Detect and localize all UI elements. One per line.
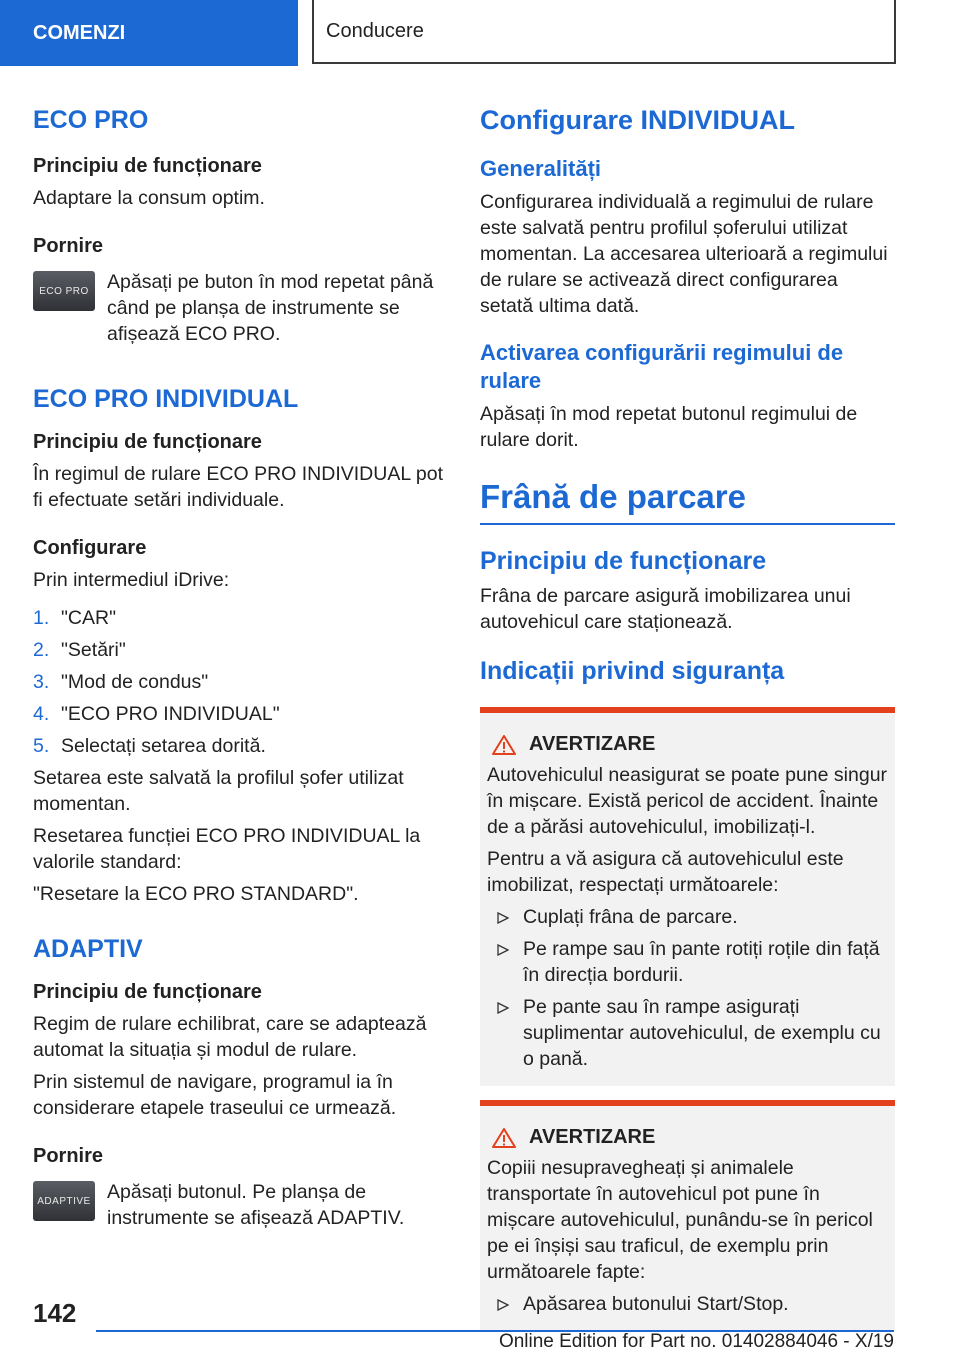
activare-heading: Activarea configurării regimului de rulare [480,340,844,393]
adaptiv-start-heading: Pornire [33,1145,104,1167]
list-item [33,637,445,663]
config-after-3: "Resetare la ECO PRO STANDARD". [33,883,359,905]
list-item [33,669,445,695]
warning-1-title: AVERTIZARE [529,733,656,755]
eco-pro-principle-heading: Principiu de funcționare [33,155,262,177]
list-item [33,733,445,759]
page-number: 142 [33,1298,77,1328]
list-item-number: 3. [33,671,50,693]
list-item [33,605,445,631]
list-item-text: Cuplați frâna de parcare. [523,906,738,928]
list-item [33,701,445,727]
activare-text: Apăsați în mod repetat butonul regimului de rulare dorit. [480,403,858,451]
list-item-text: Pe rampe sau în pante rotiți roțile din față în direcția bordurii. [523,938,880,986]
warning-1-text-1: Autovehiculul neasigurat se poate pune singur în mișcare. Există pericol de accident. Înainte de a părăsi autovehiculul, imobilizați-l. [487,764,888,838]
list-item [487,904,889,930]
eco-pro-individual-principle-heading: Principiu de funcționare [33,431,262,453]
list-item-text: "Mod de condus" [61,671,209,693]
section-tab[interactable]: COMENZI [0,0,298,66]
generalitati-text: Configurarea individuală a regimului de rulare este salvată pentru profilul șoferului utilizat momentan. La accesarea ulterioară a regimului de rulare se activează direct configurarea setată ultima dată. [480,191,888,317]
page-header [0,0,960,66]
list-item-text: Apăsarea butonului Start/Stop. [523,1293,789,1315]
adaptive-button-icon: ADAPTIVE [33,1181,95,1221]
warning-1-list [487,904,889,1072]
adaptiv-principle-text-2: Prin sistemul de navigare, programul ia în considerare etapele traseului ce urmează. [33,1071,397,1119]
frana-de-parcare-heading: Frână de parcare [480,477,895,525]
bullet-triangle-icon [497,1299,509,1311]
warning-2-text-1: Copiii nesupravegheați și animalele transportate în autovehicul pot pune în mișcare autovehiculul, punându-se în pericol pe ei înșiși sau traficul, de exemplu prin următoarele fapte: [487,1157,873,1283]
eco-pro-principle-text: Adaptare la consum optim. [33,187,265,209]
list-item-number: 5. [33,735,50,757]
eco-pro-start-row [33,269,445,347]
list-item [487,994,889,1072]
adaptiv-start-row [33,1179,445,1231]
eco-pro-individual-principle-text: În regimul de rulare ECO PRO INDIVIDUAL pot fi efectuate setări individuale. [33,463,444,511]
list-item [487,1291,889,1317]
config-after-2: Resetarea funcției ECO PRO INDIVIDUAL la valorile standard: [33,825,421,873]
eco-pro-start-text: Apăsați pe buton în mod repetat până când pe planșa de instrumente se afișează ECO PRO. [107,271,434,345]
left-column [33,98,445,1231]
warning-2-title: AVERTIZARE [529,1126,656,1148]
adaptiv-heading: ADAPTIV [33,935,143,963]
list-item-text: "Setări" [61,639,126,661]
right-column [480,98,895,1331]
config-steps-list [33,605,445,759]
bullet-triangle-icon [497,1002,509,1014]
list-item [487,936,889,988]
frana-principle-heading: Principiu de funcționare [480,547,767,575]
adaptiv-principle-text-1: Regim de rulare echilibrat, care se adaptează automat la situația și modul de rulare. [33,1013,427,1061]
footer-edition[interactable]: Online Edition for Part no. 01402884046 - X/19 [498,1331,894,1352]
eco-pro-start-heading: Pornire [33,235,104,257]
configurare-text: Prin intermediul iDrive: [33,569,230,591]
warning-triangle-icon [491,1127,517,1149]
warning-1-text-2: Pentru a vă asigura că autovehiculul este imobilizat, respectați următoarele: [487,848,844,896]
bullet-triangle-icon [497,912,509,924]
list-item-text: "CAR" [61,607,117,629]
safety-heading: Indicații privind siguranța [480,657,785,685]
warning-triangle-icon [491,734,517,756]
chapter-title: Conducere [312,0,896,64]
warning-box-1 [480,707,895,1086]
list-item-text: Selectați setarea dorită. [61,735,266,757]
list-item-text: Pe pante sau în rampe asigurați suplimentar autovehiculul, de exemplu cu o pană. [523,996,881,1070]
config-after-1: Setarea este salvată la profilul șofer utilizat momentan. [33,767,404,815]
list-item-number: 2. [33,639,50,661]
list-item-number: 1. [33,607,50,629]
warning-box-2 [480,1100,895,1331]
warning-2-title-row [491,1126,889,1149]
eco-pro-individual-heading: ECO PRO INDIVIDUAL [33,385,299,413]
eco-pro-heading: ECO PRO [33,106,149,134]
warning-2-list [487,1291,889,1317]
configurare-heading: Configurare [33,537,147,559]
config-individual-heading: Configurare INDIVIDUAL [480,105,796,135]
adaptiv-principle-heading: Principiu de funcționare [33,981,262,1003]
bullet-triangle-icon [497,944,509,956]
warning-1-title-row [491,733,889,756]
list-item-number: 4. [33,703,50,725]
eco-pro-button-icon: ECO PRO [33,271,95,311]
list-item-text: "ECO PRO INDIVIDUAL" [61,703,280,725]
adaptiv-start-text: Apăsați butonul. Pe planșa de instrumente se afișează ADAPTIV. [107,1181,405,1229]
frana-principle-text: Frâna de parcare asigură imobilizarea unui autovehicul care staționează. [480,585,851,633]
generalitati-heading: Generalități [480,156,602,181]
